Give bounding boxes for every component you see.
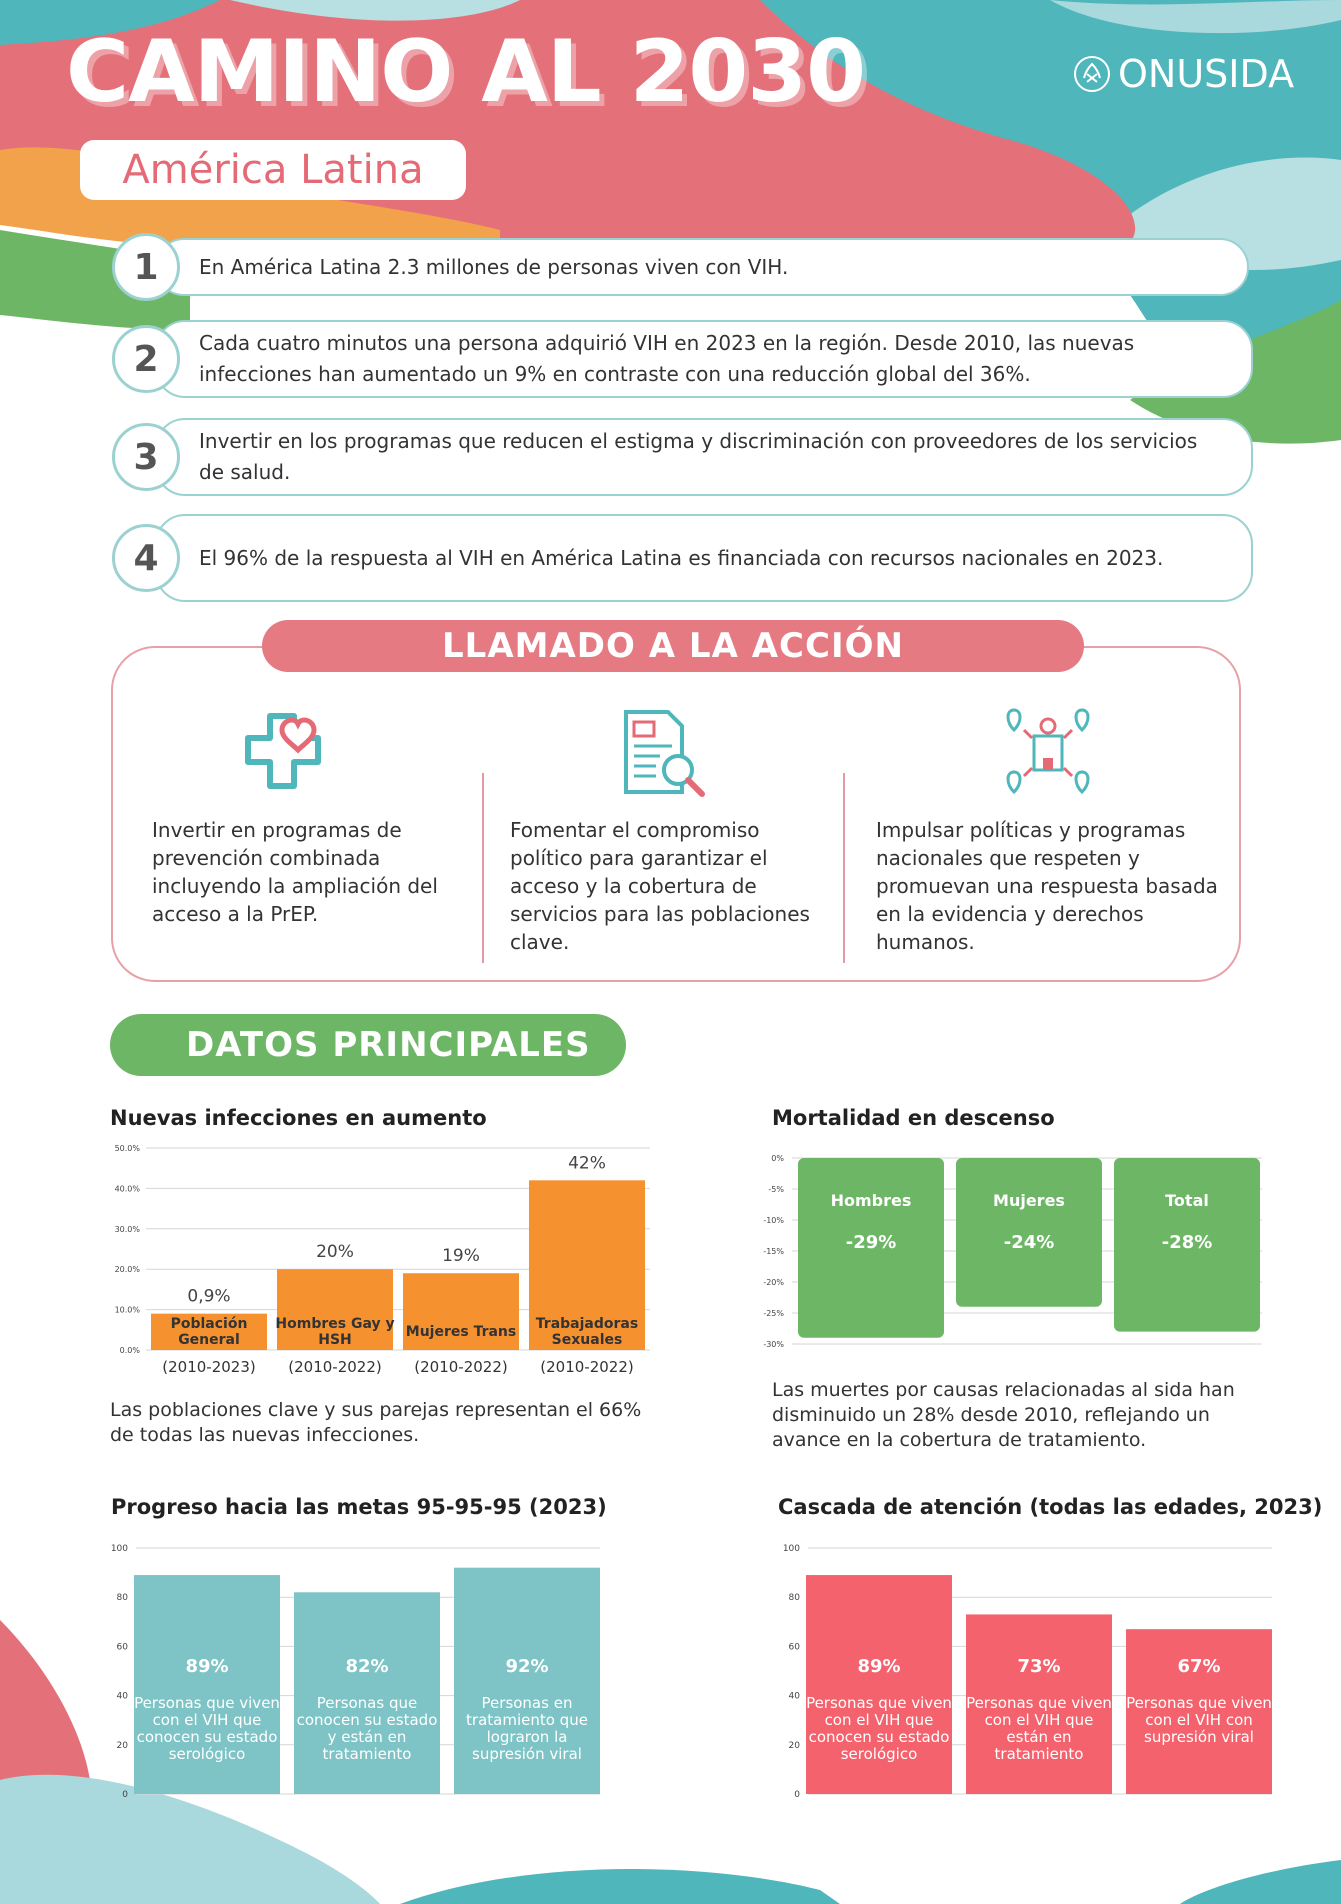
category-label: Hombres Gay y	[275, 1316, 395, 1332]
cta-divider	[482, 773, 484, 963]
category-label: están en	[1006, 1728, 1072, 1746]
category-label: y están en	[327, 1728, 407, 1746]
chart-title: Mortalidad en descenso	[772, 1106, 1055, 1130]
y-tick-label: -10%	[763, 1216, 784, 1225]
chart-title: Progreso hacia las metas 95-95-95 (2023)	[111, 1495, 607, 1519]
data-label: 73%	[1017, 1656, 1061, 1677]
y-tick-label: 60	[788, 1642, 800, 1653]
chart-caption: Las muertes por causas relacionadas al sida han disminuido un 28% desde 2010, reflejando un avance en la cobertura de tratamiento.	[772, 1379, 1235, 1451]
y-tick-label: -30%	[763, 1340, 784, 1349]
y-tick-label: 40.0%	[114, 1184, 140, 1194]
category-label: tratamiento	[994, 1745, 1084, 1763]
period-label: (2010-2023)	[162, 1358, 256, 1376]
data-label: 0,9%	[187, 1286, 231, 1307]
category-label: supresión viral	[472, 1745, 582, 1763]
y-tick-label: 0	[794, 1790, 800, 1800]
hospital-network-icon	[1000, 706, 1096, 796]
data-label: 20%	[316, 1242, 354, 1263]
y-tick-label: 50.0%	[114, 1144, 140, 1153]
data-label: -29%	[845, 1232, 897, 1253]
y-tick-label: 100	[110, 1544, 128, 1554]
category-label: Hombres	[830, 1191, 912, 1210]
logo-text: ONUSIDA	[1118, 52, 1295, 96]
category-label: Mujeres Trans	[405, 1324, 517, 1340]
fact-card-4	[155, 514, 1253, 602]
page-title: CAMINO AL 2030	[66, 22, 865, 122]
y-tick-label: 100	[782, 1544, 800, 1554]
category-label: Población	[170, 1316, 248, 1332]
category-label: con el VIH con	[1145, 1711, 1253, 1729]
y-tick-label: 0.0%	[119, 1346, 140, 1355]
chart-title: Cascada de atención (todas las edades, 2023)	[778, 1495, 1323, 1519]
y-tick-label: 10.0%	[114, 1305, 140, 1315]
chart-new-infections	[100, 1136, 660, 1376]
category-label: Personas que viven	[134, 1694, 280, 1712]
y-tick-label: 80	[788, 1593, 800, 1604]
unaids-emblem-icon	[1072, 54, 1112, 94]
y-tick-label: 20	[788, 1740, 800, 1751]
data-label: 82%	[345, 1656, 389, 1677]
fact-card-2	[155, 320, 1253, 398]
period-label: (2010-2022)	[540, 1358, 634, 1376]
y-tick-label: 20	[116, 1740, 128, 1751]
category-label: Personas que	[316, 1694, 418, 1712]
category-label: Personas que viven	[806, 1694, 952, 1712]
category-label: serológico	[840, 1745, 918, 1763]
chart-95-95-95	[100, 1536, 610, 1806]
category-label: Sexuales	[551, 1332, 623, 1348]
cta-item-text-2: Fomentar el compromiso político para garantizar el acceso y la cobertura de servicios para las poblaciones clave.	[510, 818, 810, 954]
category-label: Mujeres	[993, 1191, 1065, 1210]
category-label: Personas que viven	[966, 1694, 1112, 1712]
health-cross-heart-icon	[240, 708, 330, 798]
chart-caption: Las poblaciones clave y sus parejas representan el 66% de todas las nuevas infecciones.	[110, 1399, 642, 1446]
category-label: tratamiento	[322, 1745, 412, 1763]
y-tick-label: 60	[116, 1642, 128, 1653]
fact-text: Cada cuatro minutos una persona adquirió VIH en 2023 en la región. Desde 2010, las nuevas infecciones han aumentado un 9% en contraste con una reducción global del 36%.	[199, 331, 1135, 386]
fact-number-1: 1	[112, 233, 180, 301]
cta-item-text-3: Impulsar políticas y programas nacionales que respeten y promuevan una respuesta basada en la evidencia y derechos humanos.	[876, 818, 1218, 954]
y-tick-label: 40	[116, 1691, 128, 1702]
y-tick-label: 80	[116, 1593, 128, 1604]
fact-text: El 96% de la respuesta al VIH en América Latina es financiada con recursos nacionales en 2023.	[199, 545, 1164, 570]
fact-number-2: 2	[112, 325, 180, 393]
category-label: supresión viral	[1144, 1728, 1254, 1746]
y-tick-label: 0%	[771, 1154, 784, 1163]
onusida-logo[interactable]	[1072, 52, 1294, 96]
cta-item-text-1: Invertir en programas de prevención combinada incluyendo la ampliación del acceso a la PrEP.	[152, 818, 438, 926]
datos-title: DATOS PRINCIPALES	[110, 1014, 626, 1076]
y-tick-label: 30.0%	[114, 1224, 140, 1234]
category-label: Personas en	[481, 1694, 573, 1712]
fact-number-3: 3	[112, 423, 180, 491]
category-label: conocen su estado	[808, 1728, 950, 1746]
category-label: con el VIH que	[984, 1711, 1094, 1729]
category-label: HSH	[318, 1332, 352, 1348]
category-label: Personas que viven	[1126, 1694, 1272, 1712]
data-label: 67%	[1177, 1656, 1221, 1677]
data-label: -28%	[1161, 1232, 1213, 1253]
category-label: serológico	[168, 1745, 246, 1763]
fact-card-3	[155, 418, 1253, 496]
y-tick-label: 20.0%	[114, 1265, 140, 1275]
page-subtitle: América Latina	[122, 147, 424, 193]
y-tick-label: -20%	[763, 1278, 784, 1287]
period-label: (2010-2022)	[288, 1358, 382, 1376]
category-label: tratamiento que	[466, 1711, 588, 1729]
document-search-icon	[620, 708, 710, 798]
y-tick-label: -15%	[763, 1247, 784, 1256]
fact-text: Invertir en los programas que reducen el estigma y discriminación con proveedores de los servicios de salud.	[199, 429, 1198, 484]
data-label: 42%	[568, 1153, 606, 1174]
y-tick-label: 40	[788, 1691, 800, 1702]
data-label: -24%	[1003, 1232, 1055, 1253]
y-tick-label: -5%	[768, 1185, 784, 1194]
data-label: 89%	[857, 1656, 901, 1677]
chart-care-cascade	[772, 1536, 1282, 1806]
chart-title: Nuevas infecciones en aumento	[110, 1106, 487, 1130]
fact-card-1	[155, 238, 1249, 296]
category-label: lograron la	[486, 1728, 568, 1746]
period-label: (2010-2022)	[414, 1358, 508, 1376]
category-label: conocen su estado	[296, 1711, 438, 1729]
fact-number-4: 4	[112, 524, 180, 592]
fact-text: En América Latina 2.3 millones de personas viven con VIH.	[199, 254, 789, 279]
category-label: con el VIH que	[152, 1711, 262, 1729]
y-tick-label: -25%	[763, 1309, 784, 1318]
category-label: General	[178, 1332, 240, 1348]
y-tick-label: 0	[122, 1790, 128, 1800]
cta-divider	[843, 773, 845, 963]
category-label: Total	[1165, 1191, 1209, 1210]
category-label: con el VIH que	[824, 1711, 934, 1729]
data-label: 19%	[442, 1246, 480, 1267]
data-label: 89%	[185, 1656, 229, 1677]
data-label: 92%	[505, 1656, 549, 1677]
category-label: Trabajadoras	[535, 1316, 639, 1332]
chart-mortality	[762, 1146, 1270, 1356]
category-label: conocen su estado	[136, 1728, 278, 1746]
cta-title: LLAMADO A LA ACCIÓN	[262, 620, 1084, 672]
